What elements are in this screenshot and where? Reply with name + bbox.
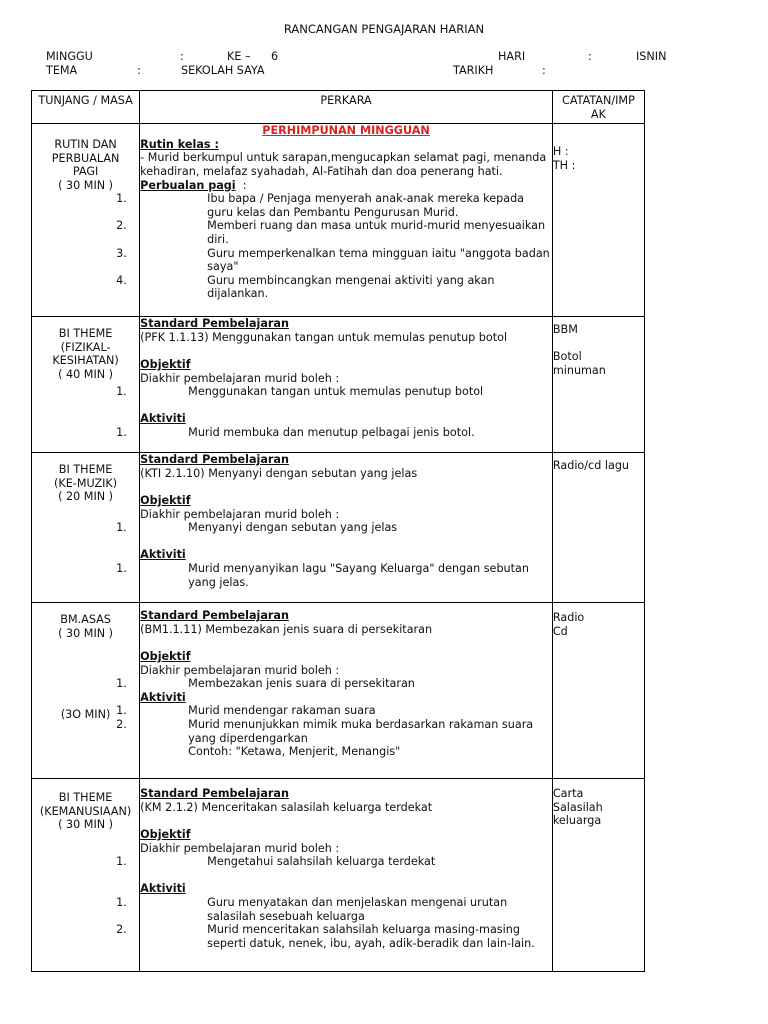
minggu-number: 6: [271, 50, 279, 63]
tunjang-line: ( 20 MIN ): [58, 490, 114, 504]
standard-label: Standard Pembelajaran: [140, 453, 289, 467]
objektif-list: [116, 385, 552, 399]
standard-label: Standard Pembelajaran: [140, 787, 289, 801]
section-heading: PERHIMPUNAN MINGGUAN: [262, 124, 430, 138]
tunjang-line: PAGI: [72, 165, 99, 179]
catatan-cell: [552, 779, 644, 972]
tunjang-line: KESIHATAN): [52, 354, 119, 368]
tema-label: TEMA: [46, 64, 78, 77]
catatan-line: Radio/cd lagu: [552, 459, 630, 473]
tarikh-label: TARIKH: [453, 64, 494, 77]
objektif-list: [116, 521, 552, 535]
objektif-label: Objektif: [140, 827, 191, 841]
perbualan-line: [140, 179, 552, 193]
tunjang-line: RUTIN DAN: [54, 138, 117, 152]
list-item: 3. Guru memperkenalkan tema mingguan iaitu "anggota badan saya": [116, 246, 550, 274]
tunjang-line: ( 30 MIN ): [58, 626, 114, 640]
objektif-label: Objektif: [140, 493, 191, 507]
standard-text: (PFK 1.1.13) Menggunakan tangan untuk memulas penutup botol: [140, 330, 508, 344]
catatan-line: Cd: [552, 624, 568, 638]
table-row: [32, 453, 645, 603]
list-item: 2. Murid menunjukkan mimik muka berdasarkan rakaman suara yang diperdengarkan: [116, 717, 534, 745]
hari-value: ISNIN: [636, 50, 667, 63]
objektif-intro: Diakhir pembelajaran murid boleh :: [140, 371, 340, 385]
minggu-label: MINGGU: [46, 50, 93, 63]
objektif-intro: Diakhir pembelajaran murid boleh :: [140, 507, 340, 521]
tunjang-cell: [32, 779, 140, 972]
tunjang-line: ( 40 MIN ): [58, 367, 114, 381]
list-item: 1. Ibu bapa / Penjaga menyerah anak-anak mereka kepada guru kelas dan Pembantu Pengurusan Murid.: [116, 192, 525, 219]
list-item: 2. Memberi ruang dan masa untuk murid-murid menyesuaikan diri.: [116, 219, 546, 246]
standard-text: (BM1.1.11) Membezakan jenis suara di persekitaran: [140, 622, 433, 636]
list-item: 2. Murid menceritakan salahsilah keluarga masing-masing seperti datuk, nenek, ibu, ayah, adik-beradik dan lain-lain.: [116, 923, 535, 950]
list-item: 1. Membezakan jenis suara di persekitaran: [116, 677, 415, 691]
header-tunjang: TUNJANG / MASA: [32, 91, 140, 124]
document-title: RANCANGAN PENGAJARAN HARIAN: [283, 22, 485, 36]
header-catatan: CATATAN/IMP AK: [552, 91, 644, 124]
contoh-text: Contoh: "Ketawa, Menjerit, Menangis": [188, 745, 401, 759]
standard-text: (KTI 2.1.10) Menyanyi dengan sebutan yang jelas: [140, 466, 418, 480]
catatan-line: BBM: [552, 323, 578, 337]
minggu-value: KE –: [227, 50, 251, 63]
catatan-line: Botol: [552, 350, 582, 364]
perbualan-colon: :: [242, 178, 247, 192]
minggu-colon: :: [180, 50, 184, 63]
perbualan-list: [116, 192, 552, 301]
perkara-cell: [116, 317, 553, 453]
objektif-list: [116, 855, 552, 869]
hari-label: HARI: [498, 50, 526, 63]
catatan-cell: [552, 317, 644, 453]
aktiviti-label: Aktiviti: [140, 412, 186, 426]
list-item: 1. Murid menyanyikan lagu "Sayang Keluarga" dengan sebutan yang jelas.: [116, 561, 529, 589]
catatan-cell: [552, 603, 644, 779]
tunjang-line: ( 30 MIN ): [58, 818, 114, 832]
objektif-intro: Diakhir pembelajaran murid boleh :: [140, 841, 340, 855]
tunjang-line: BM.ASAS: [60, 613, 111, 627]
objektif-intro: Diakhir pembelajaran murid boleh :: [140, 663, 340, 677]
rutin-text: - Murid berkumpul untuk sarapan,mengucapkan selamat pagi, menanda kehadiran, melafaz syahadah, Al-Fatihah dan doa penerang hati.: [140, 151, 547, 178]
perkara-cell: [116, 779, 553, 972]
table-row: [32, 317, 645, 453]
tunjang-line: ( 30 MIN ): [58, 178, 114, 192]
aktiviti-label: Aktiviti: [140, 548, 186, 562]
tunjang-line: (KE-MUZIK): [54, 476, 118, 490]
aktiviti-list: [116, 425, 552, 440]
perbualan-label: Perbualan pagi: [140, 178, 236, 192]
catatan-line: Radio: [552, 611, 585, 625]
objektif-label: Objektif: [140, 649, 191, 663]
perkara-cell: [116, 453, 553, 603]
aktiviti-label: Aktiviti: [140, 882, 186, 896]
perkara-cell: [116, 603, 553, 779]
objektif-label: Objektif: [140, 357, 191, 371]
tema-colon: :: [137, 64, 141, 77]
standard-text: (KM 2.1.2) Menceritakan salasilah keluarga terdekat: [140, 800, 433, 814]
catatan-line: Carta: [552, 787, 584, 801]
catatan-line: TH :: [552, 158, 576, 172]
hari-colon: :: [588, 50, 592, 63]
catatan-line: keluarga: [552, 814, 602, 828]
tema-value: SEKOLAH SAYA: [181, 64, 265, 77]
aktiviti-list: [116, 704, 552, 745]
catatan-cell: [552, 453, 644, 603]
lesson-plan-table: [31, 90, 645, 972]
aktiviti-label: Aktiviti: [140, 690, 186, 704]
catatan-cell: [552, 124, 644, 317]
rutin-label: Rutin kelas :: [140, 137, 219, 151]
table-row: [32, 603, 645, 779]
standard-label: Standard Pembelajaran: [140, 609, 289, 623]
list-item: 1. Menyanyi dengan sebutan yang jelas: [116, 521, 398, 535]
header-perkara: PERKARA: [140, 91, 553, 124]
tunjang-line: BI THEME: [58, 463, 113, 477]
list-item: 1. Mengetahui salahsilah keluarga terdekat: [116, 855, 436, 869]
aktiviti-list: [116, 895, 552, 950]
catatan-line: H :: [552, 145, 569, 159]
list-item: 4. Guru membincangkan mengenai aktiviti yang akan dijalankan.: [116, 273, 495, 301]
table-row: [32, 124, 645, 317]
aktiviti-list: [116, 561, 552, 589]
table-row: [32, 779, 645, 972]
list-item: 1. Murid mendengar rakaman suara: [116, 704, 376, 718]
standard-label: Standard Pembelajaran: [140, 317, 289, 331]
objektif-list: [116, 677, 552, 691]
list-item: 1. Menggunakan tangan untuk memulas penutup botol: [116, 385, 484, 399]
catatan-line: Salasilah: [552, 800, 603, 814]
table-header-row: [32, 91, 645, 124]
tunjang-line: (3O MIN): [60, 708, 111, 722]
tunjang-line: PERBUALAN: [51, 151, 120, 165]
tunjang-line: BI THEME: [58, 791, 113, 805]
tarikh-colon: :: [542, 64, 546, 77]
catatan-line: minuman: [552, 363, 606, 377]
tunjang-line: (KEMANUSIAAN): [39, 804, 132, 818]
tunjang-line: BI THEME: [58, 327, 113, 341]
perkara-cell: [116, 124, 553, 317]
list-item: 1. Murid membuka dan menutup pelbagai jenis botol.: [116, 425, 475, 439]
tunjang-line: (FIZIKAL-: [60, 340, 111, 354]
list-item: 1. Guru menyatakan dan menjelaskan mengenai urutan salasilah sesebuah keluarga: [116, 895, 508, 923]
